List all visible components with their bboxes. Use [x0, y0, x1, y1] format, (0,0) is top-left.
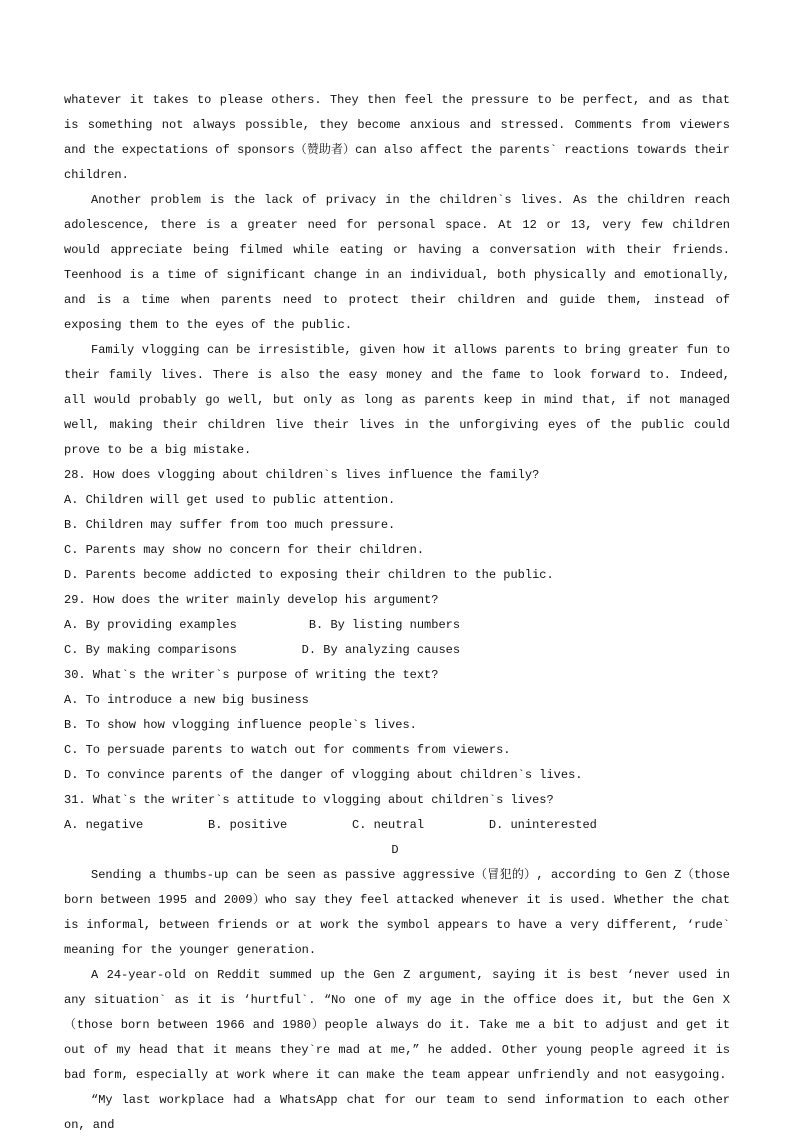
- question-stem: 28. How does vlogging about children`s lives influence the family?: [64, 468, 540, 482]
- section-heading: D: [391, 843, 399, 857]
- passage-d-paragraph-3: “My last workplace had a WhatsApp chat for our team to send information to each other on, and: [64, 1093, 730, 1132]
- answer-option-a: A. To introduce a new big business: [64, 693, 309, 707]
- exam-page: [64, 88, 730, 1138]
- question-30: [64, 663, 730, 788]
- answer-options-row-cd: C. By making comparisons D. By analyzing causes: [64, 643, 461, 657]
- answer-option-c: C. Parents may show no concern for their children.: [64, 543, 425, 557]
- answer-option-d: D. Parents become addicted to exposing their children to the public.: [64, 568, 554, 582]
- answer-option-b: B. To show how vlogging influence people`s lives.: [64, 718, 417, 732]
- passage-c-paragraph-3: Family vlogging can be irresistible, given how it allows parents to bring greater fun to their family lives. There is also the easy money and the fame to look forward to. Indeed, all would probably go well, but only as long as parents keep in mind that, if not managed well, making their children live their lives in the unforgiving eyes of the public could prove to be a big mistake.: [64, 343, 730, 457]
- answer-option-b: B. Children may suffer from too much pressure.: [64, 518, 396, 532]
- passage-d-paragraph-2: A 24-year-old on Reddit summed up the Gen Z argument, saying it is best ‘never used in any situation` as it is ‘hurtful`. “No one of my age in the office does it, but the Gen X（those born between 1966 and 1980）people always do it. Take me a bit to adjust and get it out of my head that it means they`re mad at me,” he added. Other young people agreed it is bad form, especially at work where it can make the team appear unfriendly and not easygoing.: [64, 968, 730, 1082]
- answer-option-a: A. Children will get used to public attention.: [64, 493, 396, 507]
- question-stem: 29. How does the writer mainly develop his argument?: [64, 593, 439, 607]
- question-28: [64, 463, 730, 588]
- question-stem: 31. What`s the writer`s attitude to vlogging about children`s lives?: [64, 793, 554, 807]
- answer-options-row: A. negative B. positive C. neutral D. uninterested: [64, 818, 597, 832]
- passage-c-paragraph-2: Another problem is the lack of privacy in the children`s lives. As the children reach adolescence, there is a greater need for personal space. At 12 or 13, very few children would appreciate being filmed while eating or having a conversation with their friends. Teenhood is a time of significant change in an individual, both physically and emotionally, and is a time when parents need to protect their children and guide them, instead of exposing them to the eyes of the public.: [64, 193, 730, 332]
- passage-c-paragraph-1: whatever it takes to please others. They then feel the pressure to be perfect, and as that is something not always possible, they become anxious and stressed. Comments from viewers and the expectations of sponsors（赞助者）can also affect the parents` reactions towards their children.: [64, 93, 730, 182]
- answer-option-c: C. To persuade parents to watch out for comments from viewers.: [64, 743, 511, 757]
- answer-option-d: D. To convince parents of the danger of vlogging about children`s lives.: [64, 768, 583, 782]
- question-31: [64, 788, 730, 838]
- question-29: [64, 588, 730, 663]
- answer-options-row-ab: A. By providing examples B. By listing numbers: [64, 618, 461, 632]
- question-stem: 30. What`s the writer`s purpose of writing the text?: [64, 668, 439, 682]
- passage-d-paragraph-1: Sending a thumbs-up can be seen as passive aggressive（冒犯的）, according to Gen Z（those born between 1995 and 2009）who say they feel attacked whenever it is used. Whether the chat is informal, between friends or at work the symbol appears to have a very different, ‘rude` meaning for the younger generation.: [64, 868, 730, 957]
